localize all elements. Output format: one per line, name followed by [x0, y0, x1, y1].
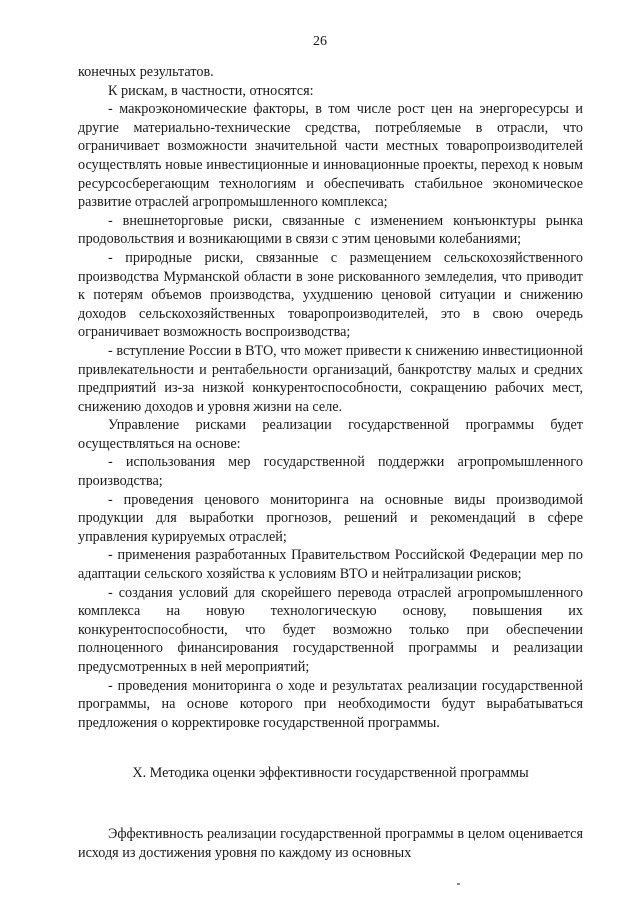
page-number: 26: [313, 34, 327, 49]
paragraph-measure-wto-adaptation: - применения разработанных Правительством Российской Федерации мер по адаптации сельского хозяйства к условиям ВТО и нейтрализации рисков;: [78, 547, 583, 583]
scan-speck: [457, 883, 460, 885]
body-text: [78, 63, 583, 732]
paragraph-effectiveness: Эффективность реализации государственной программы в целом оценивается исходя из достижения уровня по каждому из основных: [78, 826, 583, 861]
paragraph-risk-natural: - природные риски, связанные с размещением сельскохозяйственного производства Мурманской области в зоне рискованного земледелия, что приводит к потерям объемов производства, ухудшению ценовой ситуации и снижению доходов сельскохозяйственных товаропроизводителей, это в свою очередь ограничивает возможность воспроизводства;: [78, 249, 583, 341]
final-text: [78, 825, 583, 862]
section-heading: X. Методика оценки эффективности государственной программы: [132, 765, 529, 781]
paragraph-continuation: конечных результатов.: [78, 64, 214, 80]
paragraph-risk-management-intro: Управление рисками реализации государственной программы будет осуществляться на основе:: [78, 417, 583, 452]
paragraph-measure-technology: - создания условий для скорейшего перевода отраслей агропромышленного комплекса на новую технологическую основу, повышения их конкурентоспособности, что будет возможно только при обеспечении полноценного финансирования государственной программы и реализации предусмотренных в ней мероприятий;: [78, 584, 583, 675]
paragraph-risk-foreign-trade: - внешнеторговые риски, связанные с изменением конъюнктуры рынка продовольствия и возникающими в связи с этим ценовыми колебаниями;: [78, 212, 583, 248]
paragraph-measure-price-monitoring: - проведения ценового мониторинга на основные виды производимой продукции для выработки прогнозов, решений и рекомендаций в сфере управления курируемых отраслей;: [78, 491, 583, 545]
paragraph-risk-macroeconomic: - макроэкономические факторы, в том числе рост цен на энергоресурсы и другие материально-технические средства, потребляемые в отрасли, что ограничивает возможности значительной части местных товаропроизводителей осуществлять новые инвестиционные и инновационные проекты, переход к новым ресурсосберегающим технологиям и обеспечивать стабильное экономическое развитие отраслей агропромышленного комплекса;: [78, 101, 583, 211]
paragraph-measure-state-support: - использования мер государственной поддержки агропромышленного производства;: [78, 454, 583, 490]
paragraph-risk-wto: - вступление России в ВТО, что может привести к снижению инвестиционной привлекательности и рентабельности организаций, банкротству малых и средних предприятий из-за низкой конкурентоспособности, сокращению рабочих мест, снижению доходов и уровня жизни на селе.: [78, 342, 583, 415]
paragraph-risks-intro: К рискам, в частности, относятся:: [108, 82, 314, 99]
paragraph-measure-monitoring: - проведения мониторинга о ходе и результатах реализации государственной программы, на основе которого при необходимости будут вырабатываться предложения о корректировке государственной программы.: [78, 677, 583, 731]
